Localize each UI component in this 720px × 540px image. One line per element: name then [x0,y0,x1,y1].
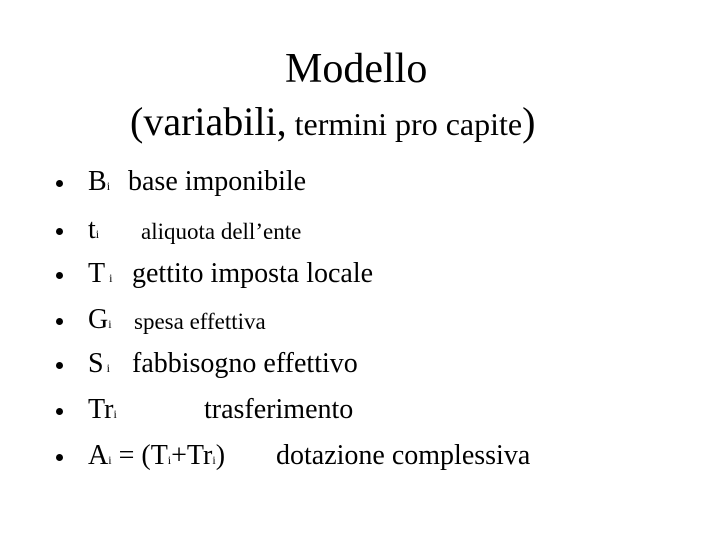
bullet-dot-icon [56,362,63,369]
slide-title-line2 [130,99,536,144]
title-small: termini pro capite [286,106,523,142]
bullet-description: fabbisogno effettivo [132,348,358,379]
bullet-dot-icon [56,272,63,279]
title-text: Modello [285,46,428,92]
bullet-description: gettito imposta locale [132,258,374,289]
bullet-dot-icon [56,408,63,415]
bullet-symbol: Si [88,348,110,379]
bullet-symbol: Tri [88,394,117,425]
bullet-dot-icon [56,228,63,235]
bullet-formula: Ai = (Ti+Tri) [88,440,226,471]
bullet-dot-icon [56,454,63,461]
bullet-dot-icon [56,318,63,325]
bullet-symbol: Ti [88,258,113,289]
bullet-description: spesa effettiva [134,309,266,334]
title-open: (variabili, [130,99,287,144]
bullet-dot-icon [56,180,63,187]
bullet-symbol: Bi [88,166,111,197]
bullet-description: base imponibile [128,166,307,197]
title-close: ) [522,99,536,144]
slide-title-line1 [285,48,427,90]
bullet-description: aliquota dell’ente [141,219,302,244]
bullet-symbol: Gi [88,304,112,335]
bullet-description: trasferimento [204,394,354,425]
bullet-description: dotazione complessiva [276,440,531,471]
bullet-symbol: ti [88,214,100,245]
